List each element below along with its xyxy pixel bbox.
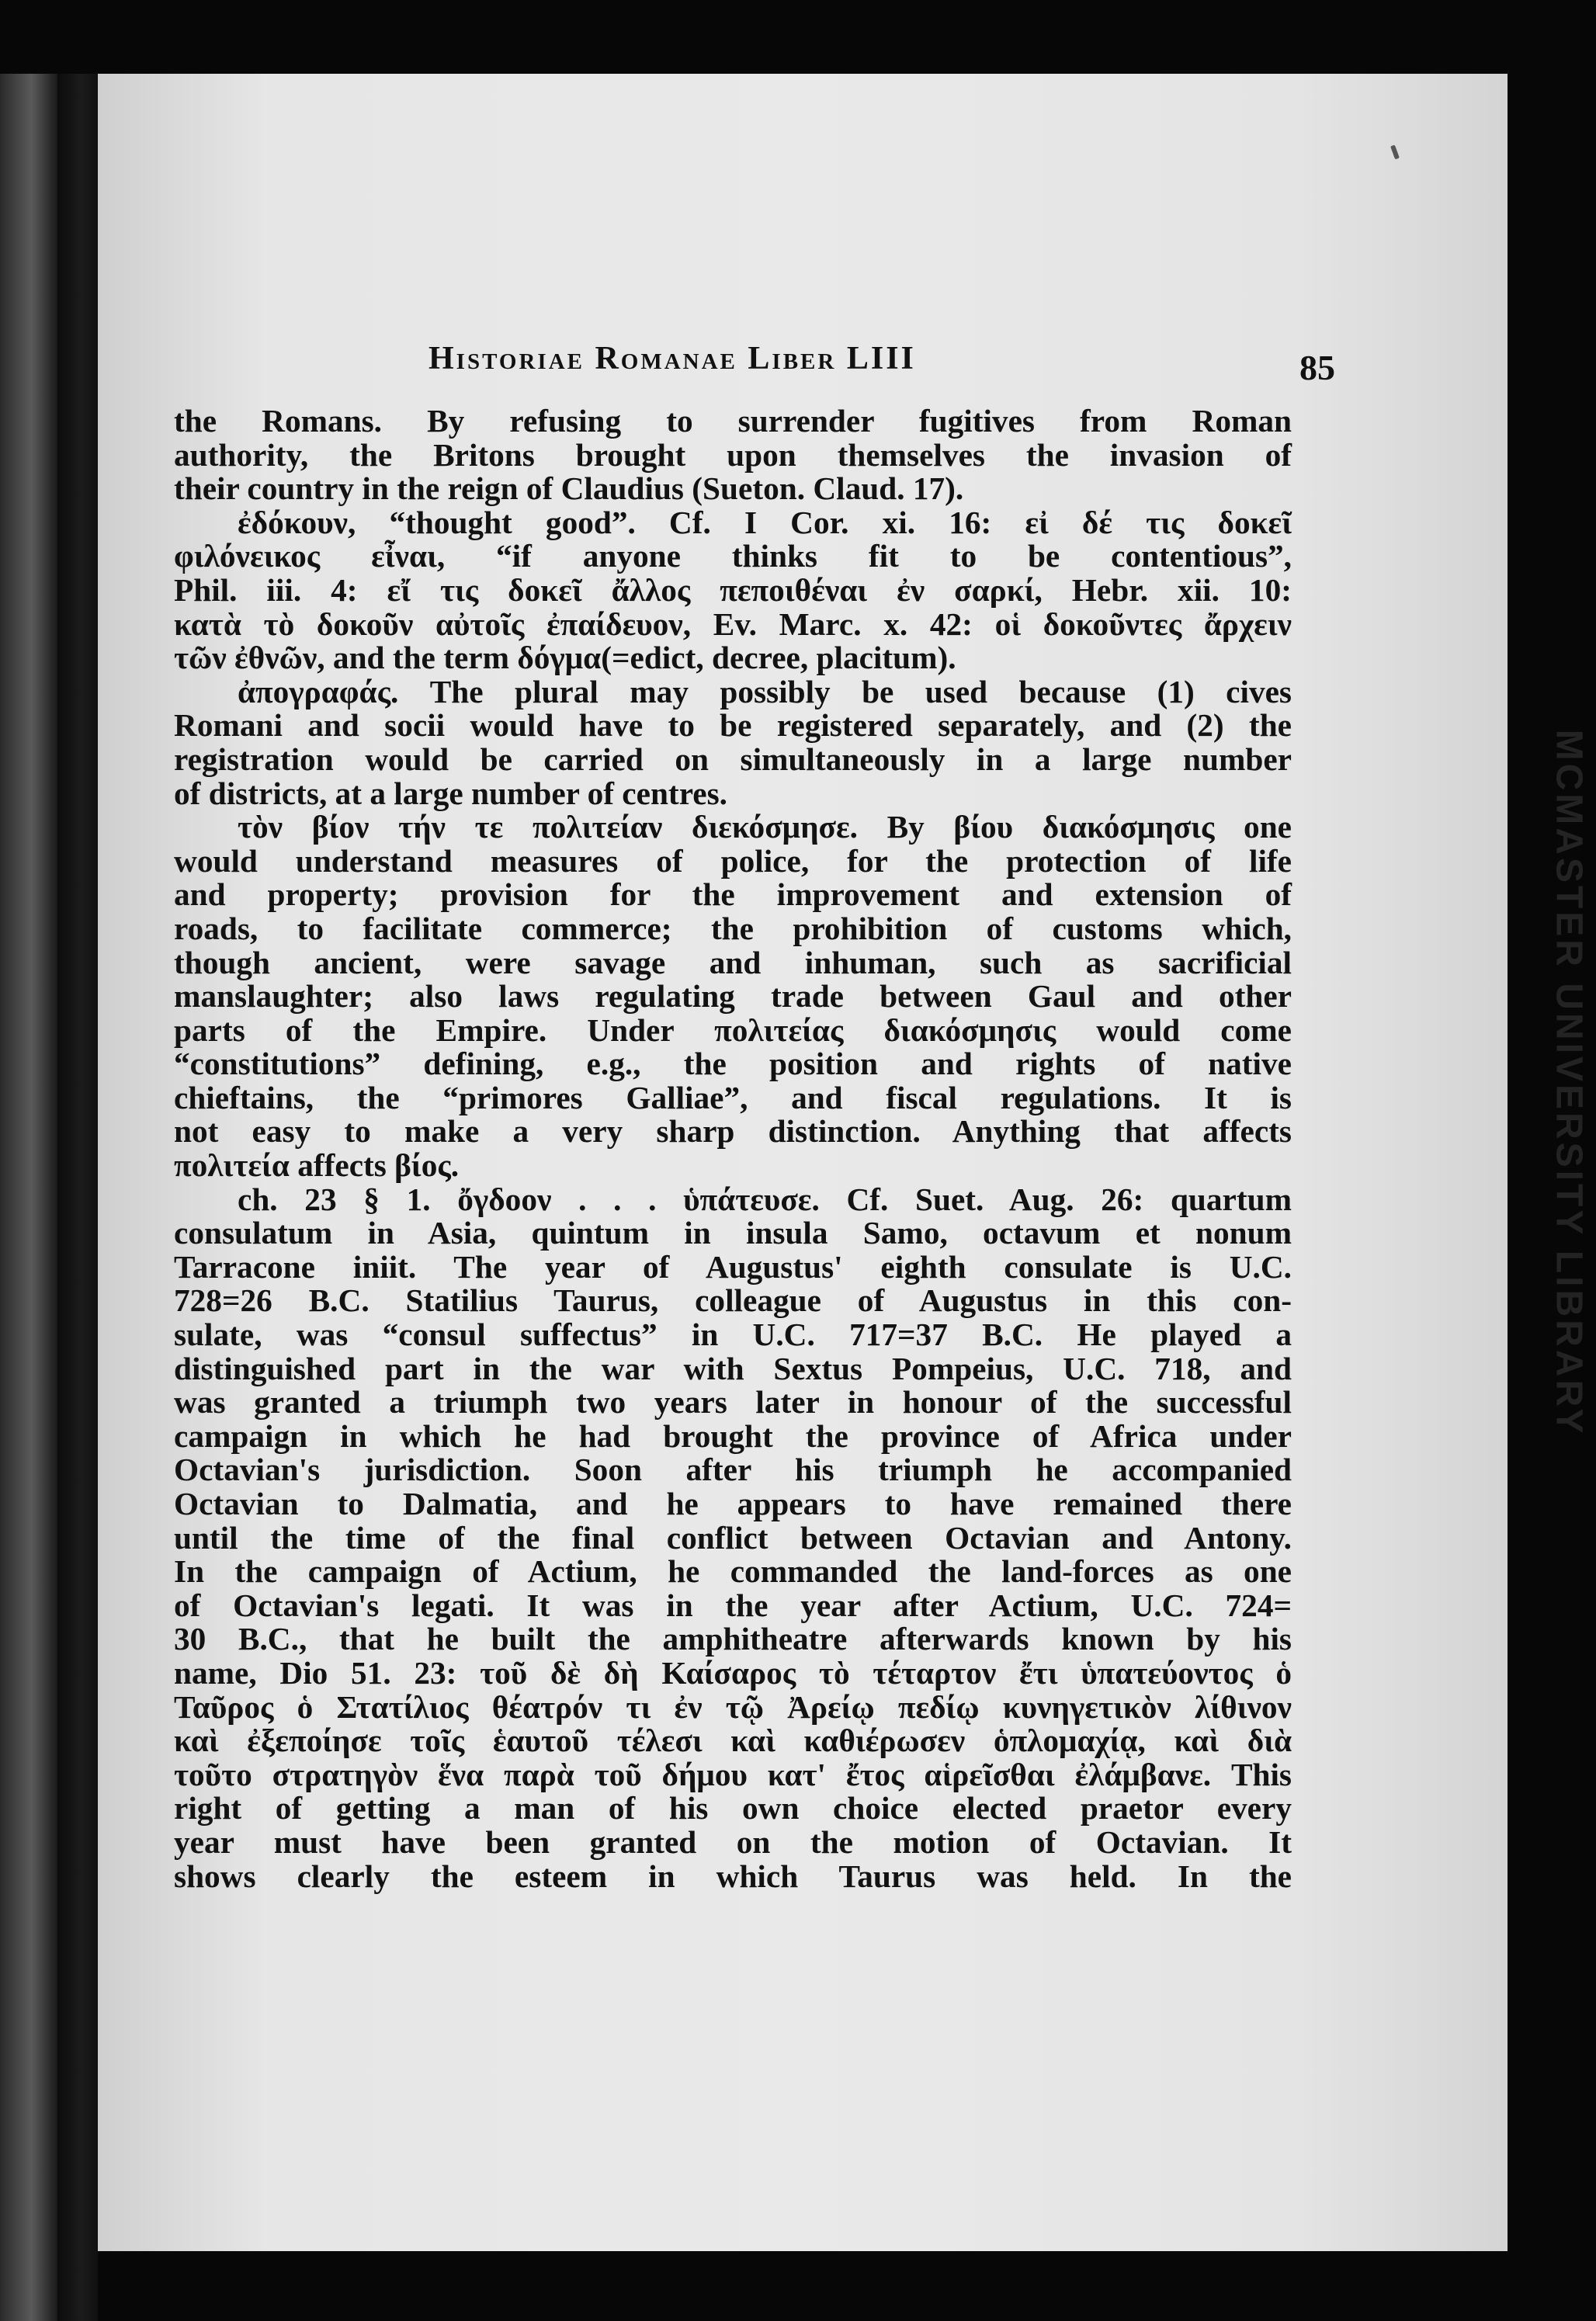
- running-head: Historiae Romanae Liber LIII: [428, 341, 916, 376]
- text-line: κατὰ τὸ δοκοῦν αὐτοῖς ἐπαίδευον, Ev. Marc. x. 42: οἱ δοκοῦντες ἄρχειν: [174, 605, 1292, 642]
- text-line: Octavian's jurisdiction. Soon after his triumph he accompanied: [174, 1452, 1292, 1488]
- text-line: τῶν ἐθνῶν, and the term δόγμα(=edict, decree, placitum).: [174, 640, 956, 676]
- text-line: roads, to facilitate commerce; the prohibition of customs which,: [174, 910, 1292, 946]
- text-line: and property; provision for the improvement and extension of: [174, 876, 1292, 913]
- text-line: 30 B.C., that he built the amphitheatre afterwards known by his: [174, 1621, 1292, 1657]
- text-line: not easy to make a very sharp distinction. Anything that affects: [174, 1113, 1292, 1150]
- text-line: τὸν βίον τήν τε πολιτείαν διεκόσμησε. By βίου διακόσμησις one: [238, 809, 1292, 845]
- text-line: τοῦτο στρατηγὸν ἕνα παρὰ τοῦ δήμου κατ' ἔτος αἱρεῖσθαι ἐλάμβανε. This: [174, 1756, 1292, 1792]
- text-line: manslaughter; also laws regulating trade between Gaul and other: [174, 978, 1292, 1015]
- library-stamp-text: MCMASTER UNIVERSITY LIBRARY: [1548, 729, 1590, 1437]
- commentary-text: [174, 404, 1292, 1893]
- text-line: right of getting a man of his own choice elected praetor every: [174, 1790, 1292, 1827]
- text-line: sulate, was “consul suffectus” in U.C. 717=37 B.C. He played a: [174, 1317, 1292, 1353]
- page-gutter: [57, 74, 98, 2321]
- text-line: year must have been granted on the motion of Octavian. It: [174, 1823, 1292, 1860]
- text-line: was granted a triumph two years later in honour of the successful: [174, 1384, 1292, 1421]
- text-line: would understand measures of police, for the protection of life: [174, 842, 1292, 879]
- text-line: Phil. iii. 4: εἴ τις δοκεῖ ἄλλος πεποιθέναι ἐν σαρκί, Hebr. xii. 10:: [174, 571, 1292, 608]
- facing-page-edge: [0, 74, 57, 2321]
- text-line: Tarracone iniit. The year of Augustus' eighth consulate is U.C.: [174, 1248, 1292, 1285]
- page-number: 85: [1299, 348, 1335, 387]
- text-line: φιλόνεικος εἶναι, “if anyone thinks fit to be contentious”,: [174, 538, 1292, 574]
- text-line: ἀπογραφάς. The plural may possibly be used because (1) cives: [238, 673, 1292, 709]
- text-line: of districts, at a large number of centres.: [174, 775, 727, 811]
- text-line: the Romans. By refusing to surrender fugitives from Roman: [174, 403, 1292, 439]
- text-line: καὶ ἐξεποίησε τοῖς ἑαυτοῦ τέλεσι καὶ καθιέρωσεν ὁπλομαχίᾳ, καὶ διὰ: [174, 1723, 1292, 1759]
- book-page: [98, 74, 1590, 2251]
- text-line: Ταῦρος ὁ Στατίλιος θέατρόν τι ἐν τῷ Ἀρείῳ πεδίῳ κυνηγετικὸν λίθινον: [174, 1688, 1292, 1725]
- page-speck: [1390, 145, 1400, 160]
- text-line: until the time of the final conflict between Octavian and Antony.: [174, 1519, 1292, 1556]
- text-line: Octavian to Dalmatia, and he appears to have remained there: [174, 1486, 1292, 1521]
- text-line: “constitutions” defining, e.g., the position and rights of native: [174, 1046, 1292, 1082]
- text-line: Romani and socii would have to be registered separately, and (2) the: [174, 707, 1292, 744]
- library-stamp: [1542, 602, 1596, 1564]
- text-line: distinguished part in the war with Sextus Pompeius, U.C. 718, and: [174, 1350, 1292, 1386]
- text-line: chieftains, the “primores Galliae”, and fiscal regulations. It is: [174, 1079, 1292, 1115]
- text-line: their country in the reign of Claudius (Sueton. Claud. 17).: [174, 470, 964, 507]
- text-line: authority, the Britons brought upon themselves the invasion of: [174, 436, 1292, 473]
- text-line: shows clearly the esteem in which Taurus was held. In the: [174, 1858, 1292, 1894]
- text-line: In the campaign of Actium, he commanded the land-forces as one: [174, 1553, 1292, 1590]
- text-line: ἐδόκουν, “thought good”. Cf. I Cor. xi. 16: εἰ δέ τις δοκεῖ: [238, 504, 1292, 540]
- text-line: of Octavian's legati. It was in the year after Actium, U.C. 724=: [174, 1587, 1292, 1623]
- text-line: consulatum in Asia, quintum in insula Samo, octavum et nonum: [174, 1215, 1292, 1251]
- text-line: πολιτεία affects βίος.: [174, 1147, 460, 1184]
- text-line: though ancient, were savage and inhuman, such as sacrificial: [174, 944, 1292, 980]
- text-line: registration would be carried on simultaneously in a large number: [174, 741, 1292, 777]
- text-line: 728=26 B.C. Statilius Taurus, colleague of Augustus in this con-: [174, 1282, 1292, 1319]
- text-line: campaign in which he had brought the province of Africa under: [174, 1417, 1292, 1454]
- text-line: parts of the Empire. Under πολιτείας διακόσμησις would come: [174, 1011, 1292, 1048]
- text-line: name, Dio 51. 23: τοῦ δὲ δὴ Καίσαρος τὸ τέταρτον ἔτι ὑπατεύοντος ὁ: [174, 1654, 1292, 1691]
- text-line: ch. 23 § 1. ὄγδοον . . . ὑπάτευσε. Cf. Suet. Aug. 26: quartum: [238, 1181, 1292, 1217]
